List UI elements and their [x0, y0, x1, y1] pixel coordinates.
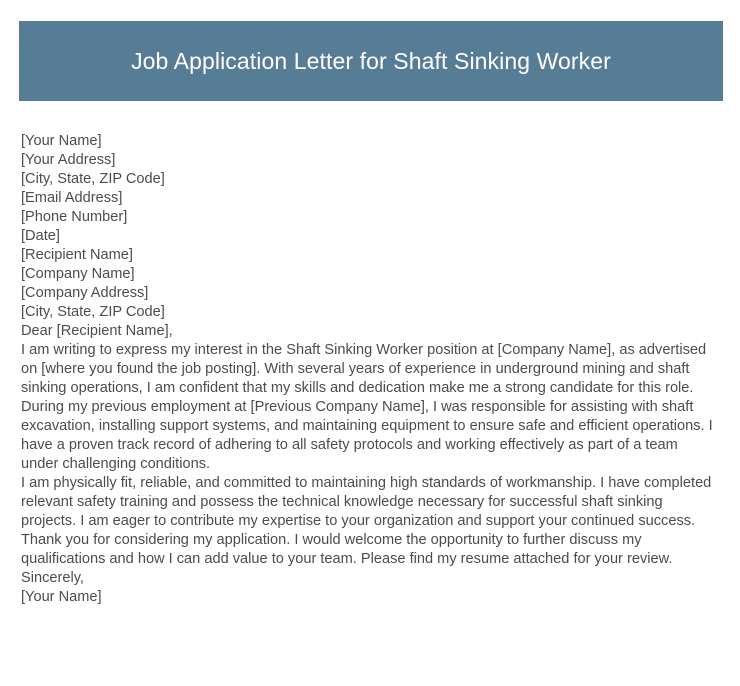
document-header-banner — [19, 21, 723, 101]
body-paragraph-2: During my previous employment at [Previous Company Name], I was responsible for assisting with shaft excavation, installing support systems, and maintaining equipment to ensure safe and efficient operations. I have a proven track record of adhering to all safety protocols and working effectively as part of a team under challenging conditions. — [21, 399, 713, 472]
sender-line-date: [Date] — [21, 228, 60, 244]
sender-line-city: [City, State, ZIP Code] — [21, 171, 165, 187]
recipient-line-address: [Company Address] — [21, 285, 149, 301]
body-paragraph-1: I am writing to express my interest in the Shaft Sinking Worker position at [Company Name], as advertised on [where you found the job posting]. With several years of experience in underground mining and shaft sinking operations, I am confident that my skills and dedication make me a strong candidate for this role. — [21, 342, 707, 396]
salutation: Dear [Recipient Name], — [21, 323, 173, 339]
sender-line-phone: [Phone Number] — [21, 209, 128, 225]
recipient-line-company: [Company Name] — [21, 266, 135, 282]
sender-line-name: [Your Name] — [21, 133, 102, 149]
body-paragraph-4: Thank you for considering my application. I would welcome the opportunity to further discuss my qualifications and how I can add value to your team. Please find my resume attached for your review. — [21, 532, 673, 567]
sender-line-address: [Your Address] — [21, 152, 116, 168]
recipient-line-city: [City, State, ZIP Code] — [21, 304, 165, 320]
page-title: Job Application Letter for Shaft Sinking Worker — [131, 48, 611, 74]
closing-salutation: Sincerely, — [21, 570, 84, 586]
body-paragraph-3: I am physically fit, reliable, and committed to maintaining high standards of workmanship. I have completed relevant safety training and possess the technical knowledge necessary for successful shaft sinking projects. I am eager to contribute my expertise to your organization and support your continued success. — [21, 475, 712, 529]
sender-line-email: [Email Address] — [21, 190, 123, 206]
recipient-address-block — [21, 246, 718, 322]
recipient-line-name: [Recipient Name] — [21, 247, 133, 263]
sender-address-block — [21, 132, 718, 246]
signature-name: [Your Name] — [21, 589, 102, 605]
letter-body — [21, 132, 718, 607]
